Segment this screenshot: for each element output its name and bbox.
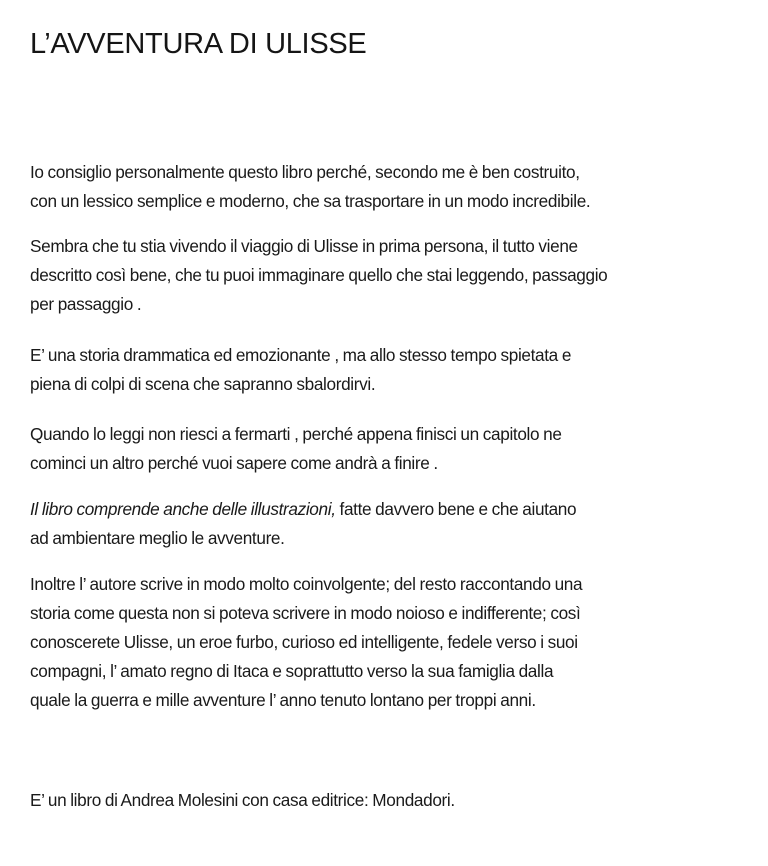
text-line: quale la guerra e mille avventure l’ anno tenuto lontano per troppi anni. [30,690,536,710]
paragraph-immersion [30,232,740,319]
paragraph-publisher [30,786,740,815]
text-line: ad ambientare meglio le avventure. [30,528,285,548]
text-line: compagni, l’ amato regno di Itaca e soprattutto verso la sua famiglia dalla [30,661,554,681]
text-line: E’ una storia drammatica ed emozionante , ma allo stesso tempo spietata e [30,345,572,365]
text-segment: fatte davvero bene e che aiutano [335,499,577,519]
text-line: Io consiglio personalmente questo libro perché, secondo me è ben costruito, [30,162,580,182]
text-line: con un lessico semplice e moderno, che sa trasportare in un modo incredibile. [30,191,591,211]
text-line: cominci un altro perché vuoi sapere come andrà a finire . [30,453,438,473]
text-line: Sembra che tu stia vivendo il viaggio di Ulisse in prima persona, il tutto viene [30,236,578,256]
text-line: storia come questa non si poteva scrivere in modo noioso e indifferente; così [30,603,581,623]
document-title: L’AVVENTURA DI ULISSE [30,28,367,60]
italic-text: Il libro comprende anche delle illustrazioni, [30,499,336,519]
paragraph-story [30,341,740,399]
paragraph-author [30,570,740,715]
text-line: per passaggio . [30,294,142,314]
text-line: E’ un libro di Andrea Molesini con casa editrice: Mondadori. [30,790,455,810]
text-line [30,495,740,524]
text-line: piena di colpi di scena che sapranno sbalordirvi. [30,374,376,394]
paragraph-illustrations [30,495,740,553]
text-line: Quando lo leggi non riesci a fermarti , perché appena finisci un capitolo ne [30,424,562,444]
text-line: conoscerete Ulisse, un eroe furbo, curioso ed intelligente, fedele verso i suoi [30,632,578,652]
text-line: descritto così bene, che tu puoi immaginare quello che stai leggendo, passaggio [30,265,608,285]
paragraph-reading [30,420,740,478]
text-line: Inoltre l’ autore scrive in modo molto coinvolgente; del resto raccontando una [30,574,583,594]
paragraph-recommendation [30,158,740,216]
